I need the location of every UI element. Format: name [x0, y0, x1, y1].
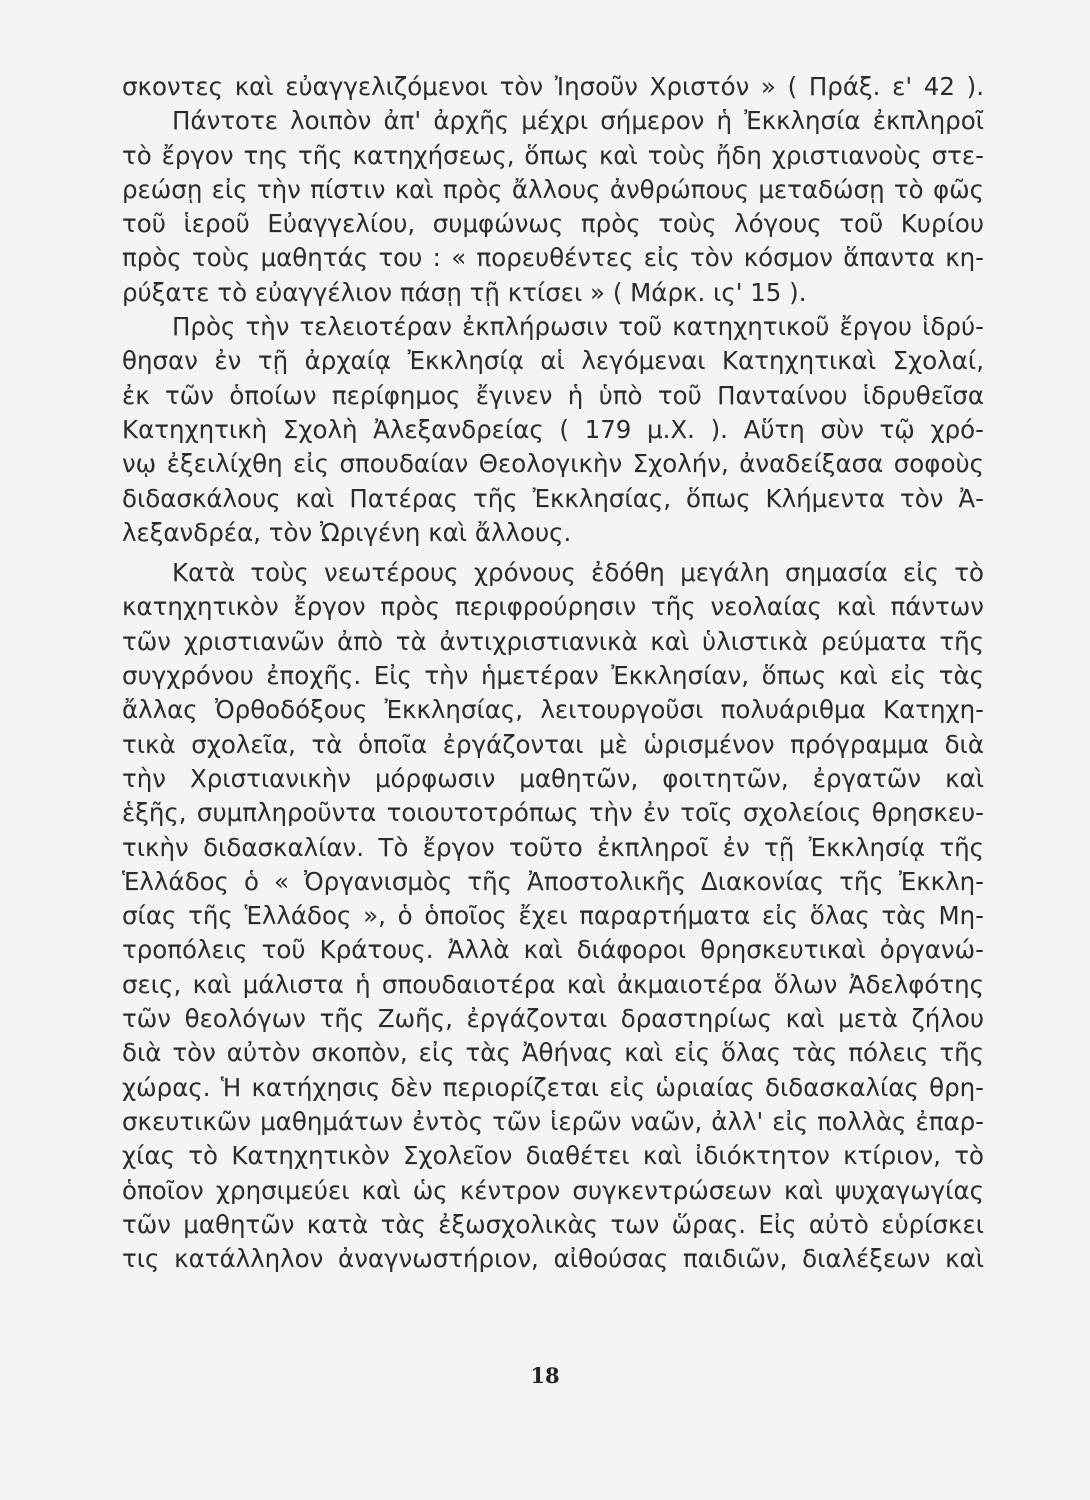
text-line: τὸ ἔργον της τῆς κατηχήσεως, ὅπως καὶ τοὺς ἤδη χριστιανοὺς στε- — [122, 140, 984, 170]
text-line: πρὸς τοὺς μαθητάς του : « πορευθέντες εἰς τὸν κόσμον ἅπαντα κη- — [122, 243, 984, 273]
text-line: τικὰ σχολεῖα, τὰ ὁποῖα ἐργάζονται μὲ ὡρισμένον πρόγραμμα διὰ — [122, 729, 984, 759]
text-line: σίας τῆς Ἑλλάδος », ὁ ὁποῖος ἔχει παραρτήματα εἰς ὅλας τὰς Μη- — [122, 901, 984, 931]
text-line: διὰ τὸν αὐτὸν σκοπὸν, εἰς τὰς Ἀθήνας καὶ εἰς ὅλας τὰς πόλεις τῆς — [122, 1038, 984, 1068]
text-line: τικὴν διδασκαλίαν. Τὸ ἔργον τοῦτο ἐκπληροῖ ἐν τῇ Ἐκκλησίᾳ τῆς — [122, 832, 984, 862]
text-line: τῶν θεολόγων τῆς Ζωῆς, ἐργάζονται δραστηρίως καὶ μετὰ ζήλου — [122, 1004, 984, 1034]
paragraph-start-line: Πάντοτε λοιπὸν ἀπ' ἀρχῆς μέχρι σήμερον ἡ Ἐκκλησία ἐκπληροῖ — [172, 106, 984, 136]
text-line: σκοντες καὶ εὐαγγελιζόμενοι τὸν Ἰησοῦν Χριστόν » ( Πράξ. ε' 42 ). — [122, 72, 984, 101]
text-line: θησαν ἐν τῇ ἀρχαίᾳ Ἐκκλησίᾳ αἱ λεγόμεναι Κατηχητικαὶ Σχολαί, — [122, 346, 984, 376]
text-line: νῳ ἐξειλίχθη εἰς σπουδαίαν Θεολογικὴν Σχολήν, ἀναδείξασα σοφοὺς — [122, 449, 984, 479]
body-text — [122, 70, 984, 1276]
text-line: σκευτικῶν μαθημάτων ἐντὸς τῶν ἱερῶν ναῶν, ἀλλ' εἰς πολλὰς ἐπαρ- — [122, 1106, 984, 1136]
text-line: συγχρόνου ἐποχῆς. Εἰς τὴν ἡμετέραν Ἐκκλησίαν, ὅπως καὶ εἰς τὰς — [122, 661, 984, 691]
paragraph-end-line: ρύξατε τὸ εὐαγγέλιον πάσῃ τῇ κτίσει » ( Μάρκ. ις' 15 ). — [122, 277, 807, 307]
text-line: χίας τὸ Κατηχητικὸν Σχολεῖον διαθέτει καὶ ἰδιόκτητον κτίριον, τὸ — [122, 1141, 984, 1171]
text-line: Κατηχητικὴ Σχολὴ Ἀλεξανδρείας ( 179 μ.Χ. ). Αὕτη σὺν τῷ χρό- — [122, 414, 984, 444]
text-line: ἄλλας Ὀρθοδόξους Ἐκκλησίας, λειτουργοῦσι πολυάριθμα Κατηχη- — [122, 695, 984, 725]
text-line: ὁποῖον χρησιμεύει καὶ ὡς κέντρον συγκεντρώσεων καὶ ψυχαγωγίας — [122, 1175, 984, 1205]
text-line: διδασκάλους καὶ Πατέρας τῆς Ἐκκλησίας, ὅπως Κλήμεντα τὸν Ἀ- — [122, 483, 984, 513]
text-line: κατηχητικὸν ἔργον πρὸς περιφρούρησιν τῆς νεολαίας καὶ πάντων — [122, 592, 984, 622]
text-line: τροπόλεις τοῦ Κράτους. Ἀλλὰ καὶ διάφοροι θρησκευτικαὶ ὀργανώ- — [122, 935, 984, 965]
text-line: ἐκ τῶν ὁποίων περίφημος ἔγινεν ἡ ὑπὸ τοῦ Πανταίνου ἱδρυθεῖσα — [122, 380, 984, 410]
paragraph-start-line: Κατὰ τοὺς νεωτέρους χρόνους ἐδόθη μεγάλη σημασία εἰς τὸ — [172, 558, 984, 588]
text-line: τῶν μαθητῶν κατὰ τὰς ἐξωσχολικὰς των ὥρας. Εἰς αὐτὸ εὑρίσκει — [122, 1209, 984, 1239]
text-line: χώρας. Ἡ κατήχησις δὲν περιορίζεται εἰς ὡριαίας διδασκαλίας θρη- — [122, 1072, 984, 1102]
text-line: τις κατάλληλον ἀναγνωστήριον, αἰθούσας παιδιῶν, διαλέξεων καὶ — [122, 1244, 984, 1274]
page-number: 18 — [530, 1363, 560, 1388]
text-line: τοῦ ἱεροῦ Εὐαγγελίου, συμφώνως πρὸς τοὺς λόγους τοῦ Κυρίου — [122, 209, 984, 239]
text-line: ἑξῆς, συμπληροῦντα τοιουτοτρόπως τὴν ἐν τοῖς σχολείοις θρησκευ- — [122, 798, 984, 828]
paragraph-start-line: Πρὸς τὴν τελειοτέραν ἐκπλήρωσιν τοῦ κατηχητικοῦ ἔργου ἱδρύ- — [172, 312, 984, 342]
text-line: τὴν Χριστιανικὴν μόρφωσιν μαθητῶν, φοιτητῶν, ἐργατῶν καὶ — [122, 763, 984, 793]
text-line: τῶν χριστιανῶν ἀπὸ τὰ ἀντιχριστιανικὰ καὶ ὑλιστικὰ ρεύματα τῆς — [122, 626, 984, 656]
paragraph-end-line: λεξανδρέα, τὸν Ὠριγένη καὶ ἄλλους. — [122, 517, 572, 547]
text-line: Ἑλλάδος ὁ « Ὀργανισμὸς τῆς Ἀποστολικῆς Διακονίας τῆς Ἐκκλη- — [122, 866, 984, 896]
text-line: σεις, καὶ μάλιστα ἡ σπουδαιοτέρα καὶ ἀκμαιοτέρα ὅλων Ἀδελφότης — [122, 969, 984, 999]
text-line: ρεώσῃ εἰς τὴν πίστιν καὶ πρὸς ἄλλους ἀνθρώπους μεταδώσῃ τὸ φῶς — [122, 174, 984, 204]
